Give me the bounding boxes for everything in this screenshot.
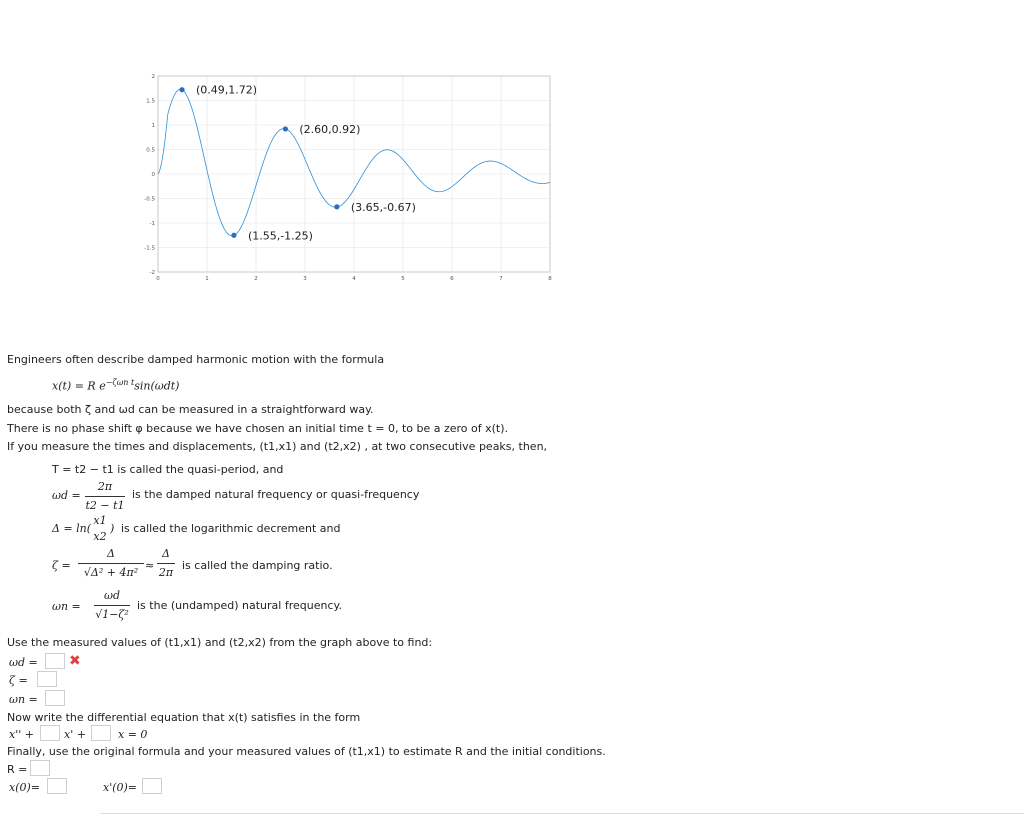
zeta-numerator-approx: Δ [162, 547, 170, 560]
zeta-answer-input[interactable] [37, 671, 57, 687]
zeta-description: is called the damping ratio. [182, 559, 333, 572]
wn-answer-input[interactable] [45, 690, 65, 706]
peak-markers [179, 84, 415, 243]
y-tick-label: 0.5 [146, 147, 155, 154]
y-tick-label: -2 [149, 270, 155, 276]
y-tick-label: 1.5 [146, 98, 155, 105]
x0-answer-input[interactable] [47, 778, 67, 794]
x-tick-label: 5 [401, 276, 405, 282]
formula [52, 378, 179, 393]
wn-fraction-bar [94, 605, 130, 606]
peak-label: (3.65,-0.67) [350, 200, 416, 214]
y-tick-label: 0 [151, 172, 155, 178]
x-tick-label: 4 [352, 276, 356, 282]
zeta-fraction-bar [78, 563, 144, 564]
wd-denominator: t2 − t1 [85, 499, 125, 512]
formula-exponent: −ζωn t [105, 378, 135, 387]
ode-term-a: x'' + [9, 728, 34, 741]
delta-lhs: Δ = ln( [52, 522, 92, 535]
wd-answer-input[interactable] [45, 653, 65, 669]
delta-denominator: x2 [93, 530, 107, 543]
peak-label: (1.55,-1.25) [247, 229, 313, 243]
zeta-fraction-bar-approx [157, 563, 175, 564]
period-text: T = t2 − t1 is called the quasi-period, and [52, 463, 284, 476]
delta-numerator: x1 [93, 514, 107, 527]
peak-label: (0.49,1.72) [196, 83, 258, 97]
incorrect-icon: ✖ [69, 653, 81, 669]
peak-marker [179, 87, 184, 92]
q-x0-label: x(0)= [9, 781, 41, 794]
zeta-denominator: √Δ² + 4π² [83, 566, 139, 579]
delta-close: ) [110, 522, 115, 535]
ode-term-c: x = 0 [118, 728, 148, 741]
y-tick-label: -1.5 [144, 245, 155, 252]
q-R-label: R = [7, 763, 28, 776]
y-tick-label: -1 [149, 221, 155, 227]
peak-marker [231, 233, 236, 238]
y-tick-label: -0.5 [144, 196, 155, 203]
wd-numerator: 2π [97, 480, 113, 493]
bottom-divider [100, 813, 1024, 814]
q-wn-label: ωn = [9, 693, 38, 706]
damped-oscillation-chart [140, 66, 560, 286]
x-tick-label: 0 [156, 276, 160, 282]
zeta-approx: ≈ [145, 559, 155, 572]
x-tick-label: 8 [548, 276, 552, 282]
x-axis-ticks [156, 276, 552, 282]
q-zeta-label: ζ = [9, 674, 28, 687]
wn-denominator: √1−ζ² [95, 608, 129, 621]
wd-fraction-bar [85, 496, 125, 497]
use-values-text: Use the measured values of (t1,x1) and (t2,x2) from the graph above to find: [7, 636, 433, 649]
peak-label: (2.60,0.92) [299, 122, 361, 136]
x-tick-label: 1 [205, 276, 209, 282]
no-phase-text: There is no phase shift φ because we have chosen an initial time t = 0, to be a zero of x(t). [7, 422, 509, 435]
final-text: Finally, use the original formula and your measured values of (t1,x1) to estimate R and the initial conditions. [7, 745, 606, 758]
peak-marker [334, 204, 339, 209]
formula-main: x(t) = R e [52, 379, 106, 393]
zeta-denominator-approx: 2π [158, 566, 174, 579]
wd-lhs: ωd = [52, 489, 81, 502]
measure-text: If you measure the times and displacements, (t1,x1) and (t2,x2) , at two consecutive peaks, then, [7, 440, 548, 453]
wn-description: is the (undamped) natural frequency. [137, 599, 342, 612]
x-tick-label: 2 [254, 276, 258, 282]
x-tick-label: 6 [450, 276, 454, 282]
wd-description: is the damped natural frequency or quasi-frequency [132, 488, 420, 501]
peak-marker [283, 126, 288, 131]
chart-grid [158, 76, 550, 272]
intro-text: Engineers often describe damped harmonic motion with the formula [7, 353, 385, 366]
ode-intro-text: Now write the differential equation that x(t) satisfies in the form [7, 711, 361, 724]
q-v0-label: x'(0)= [103, 781, 138, 794]
y-axis-ticks [144, 74, 155, 276]
x-tick-label: 3 [303, 276, 307, 282]
delta-description: is called the logarithmic decrement and [121, 522, 341, 535]
y-tick-label: 1 [151, 123, 155, 129]
wn-lhs: ωn = [52, 600, 81, 613]
y-tick-label: 2 [151, 74, 155, 80]
v0-answer-input[interactable] [142, 778, 162, 794]
damping-coefficient-input[interactable] [40, 725, 60, 741]
q-wd-label: ωd = [9, 656, 38, 669]
ode-term-b: x' + [64, 728, 86, 741]
formula-tail: sin(ωdt) [134, 379, 180, 393]
zeta-numerator: Δ [107, 547, 115, 560]
stiffness-coefficient-input[interactable] [91, 725, 111, 741]
zeta-lhs: ζ = [52, 559, 71, 572]
x-tick-label: 7 [499, 276, 503, 282]
wn-numerator: ωd [103, 589, 120, 602]
because-text: because both ζ and ωd can be measured in a straightforward way. [7, 403, 374, 416]
R-answer-input[interactable] [30, 760, 50, 776]
